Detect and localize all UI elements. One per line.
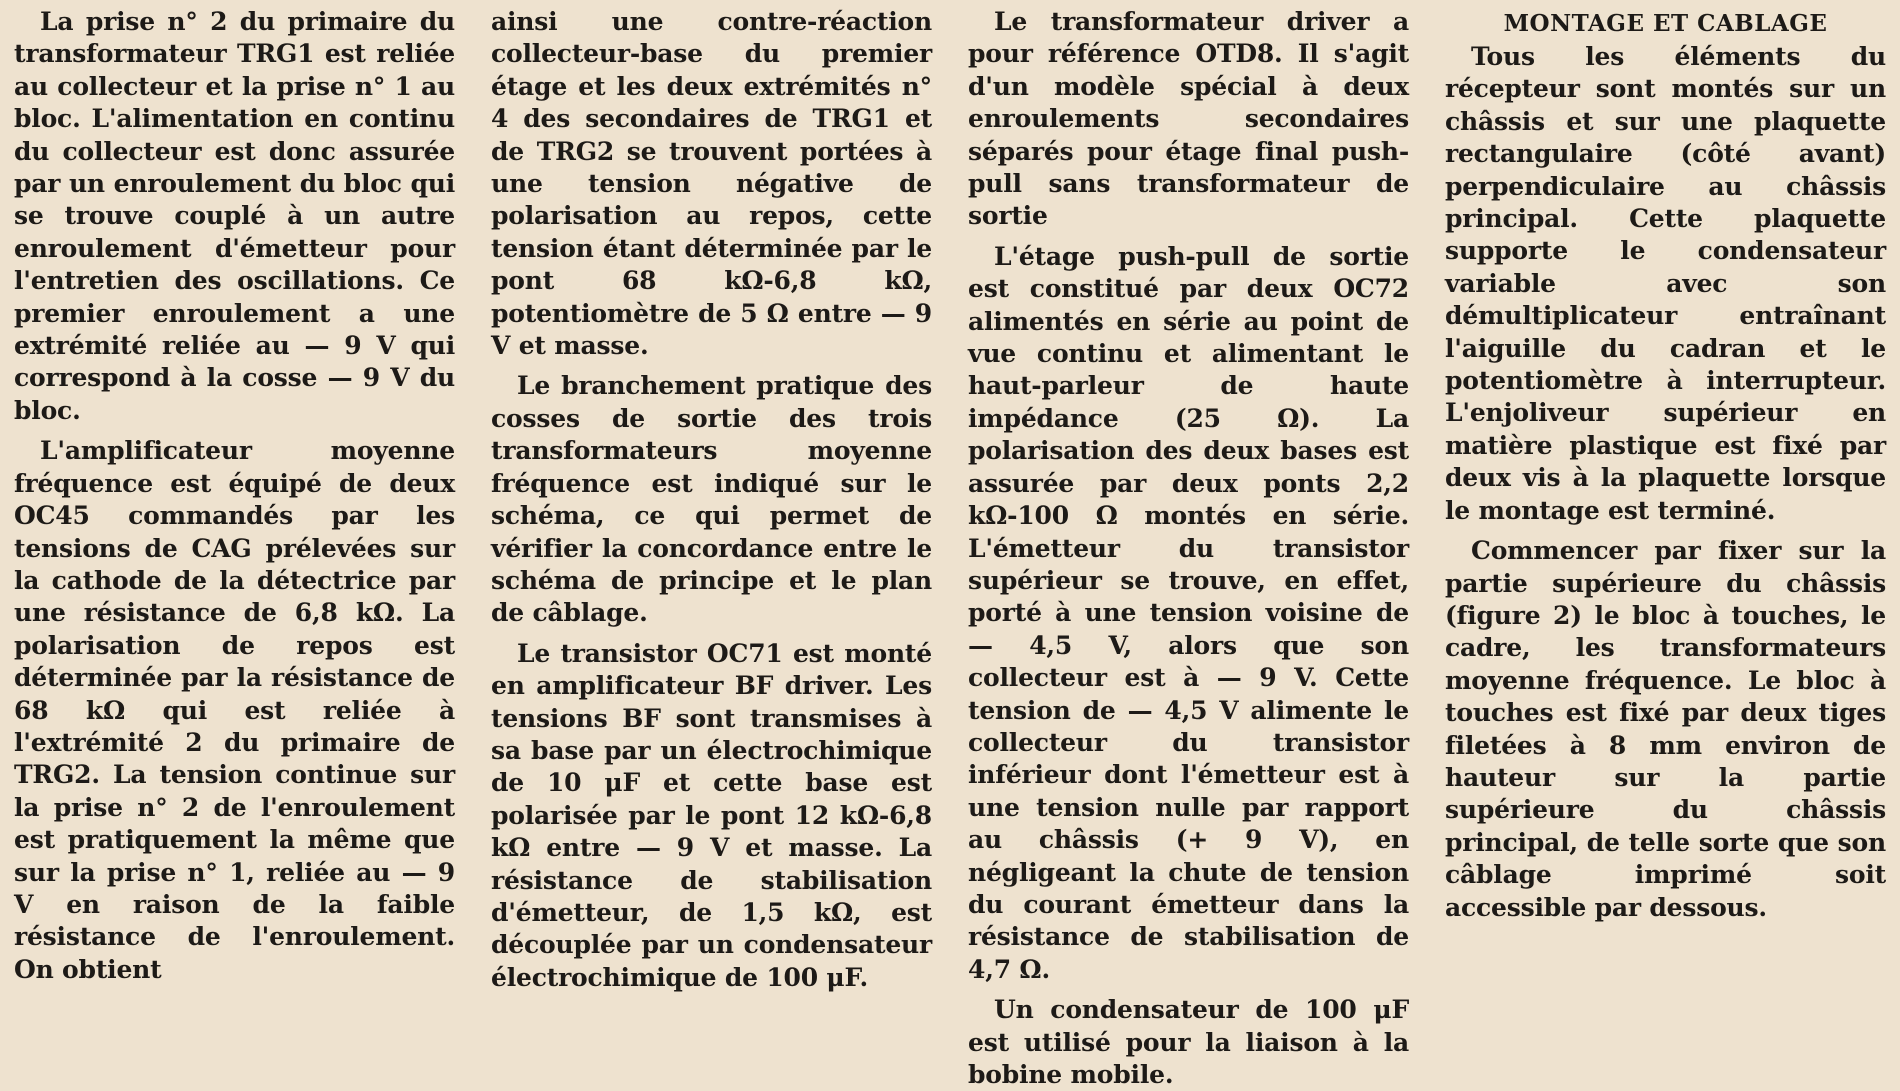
paragraph: L'étage push-pull de sortie est constitué par deux OC72 alimentés en série au point de vue continu et alimentant le haut-parleur de haute impédance (25 Ω). La polarisation des deux bases est assurée par deux ponts 2,2 kΩ-100 Ω montés en série. L'émetteur du transistor supérieur se trouve, en effet, porté à une tension voisine de — 4,5 V, alors que son collecteur est à — 9 V. Cette tension de — 4,5 V alimente le collecteur du transistor inférieur dont l'émetteur est à une tension nulle par rapport au châssis (+ 9 V), en négligeant la chute de tension du courant émetteur dans la résistance de stabilisation de 4,7 Ω. bbox=[968, 241, 1409, 984]
paragraph: ainsi une contre-réaction collecteur-base du premier étage et les deux extrémités n° 4 des secondaires de TRG1 et de TRG2 se trouvent portées à une tension négative de polarisation au repos, cette tension étant déterminée par le pont 68 kΩ-6,8 kΩ, potentiomètre de 5 Ω entre — 9 V et masse. bbox=[491, 7, 932, 361]
paragraph: Le transistor OC71 est monté en amplificateur BF driver. Les tensions BF sont transmises à sa base par un électrochimique de 10 μF et cette base est polarisée par le pont 12 kΩ-6,8 kΩ entre — 9 V et masse. La résistance de stabilisation d'émetteur, de 1,5 kΩ, est découplée par un condensateur électrochimique de 100 μF. bbox=[491, 638, 932, 992]
paragraph: Commencer par fixer sur la partie supérieure du châssis (figure 2) le bloc à touches, le cadre, les transformateurs moyenne fréquence. Le bloc à touches est fixé par deux tiges filetées à 8 mm environ de hauteur sur la partie supérieure du châssis principal, de telle sorte que son câblage imprimé soit accessible par dessous. bbox=[1445, 536, 1886, 922]
column-2 bbox=[491, 6, 932, 992]
paragraph: Tous les éléments du récepteur sont montés sur un châssis et sur une plaquette rectangulaire (côté avant) perpendiculaire au châssis principal. Cette plaquette supporte le condensateur variable avec son démultiplicateur entraînant l'aiguille du cadran et le potentiomètre à interrupteur. L'enjoliveur supérieur en matière plastique est fixé par deux vis à la plaquette lorsque le montage est terminé. bbox=[1445, 42, 1886, 525]
paragraph: L'amplificateur moyenne fréquence est équipé de deux OC45 commandés par les tensions de CAG prélevées sur la cathode de la détectrice par une résistance de 6,8 kΩ. La polarisation de repos est déterminée par la résistance de 68 kΩ qui est reliée à l'extrémité 2 du primaire de TRG2. La tension continue sur la prise n° 2 de l'enroulement est pratiquement la même que sur la prise n° 1, reliée au — 9 V en raison de la faible résistance de l'enroulement. On obtient bbox=[14, 436, 455, 984]
section-heading: MONTAGE ET CABLAGE bbox=[1503, 10, 1828, 37]
paragraph: Le transformateur driver a pour référence OTD8. Il s'agit d'un modèle spécial à deux enroulements secondaires séparés pour étage final push-pull sans transformateur de sortie bbox=[968, 7, 1409, 231]
column-3 bbox=[968, 6, 1409, 1089]
paragraph: La prise n° 2 du primaire du transformateur TRG1 est reliée au collecteur et la prise n° 1 au bloc. L'alimentation en continu du collecteur est donc assurée par un enroulement du bloc qui se trouve couplé à un autre enroulement d'émetteur pour l'entretien des oscillations. Ce premier enroulement a une extrémité reliée au — 9 V qui correspond à la cosse — 9 V du bloc. bbox=[14, 7, 455, 425]
column-1 bbox=[14, 6, 455, 984]
paragraph: Un condensateur de 100 μF est utilisé pour la liaison à la bobine mobile. bbox=[968, 995, 1409, 1089]
paragraph: Le branchement pratique des cosses de sortie des trois transformateurs moyenne fréquence est indiqué sur le schéma, ce qui permet de vérifier la concordance entre le schéma de principe et le plan de câblage. bbox=[491, 371, 932, 628]
column-4 bbox=[1445, 6, 1886, 970]
